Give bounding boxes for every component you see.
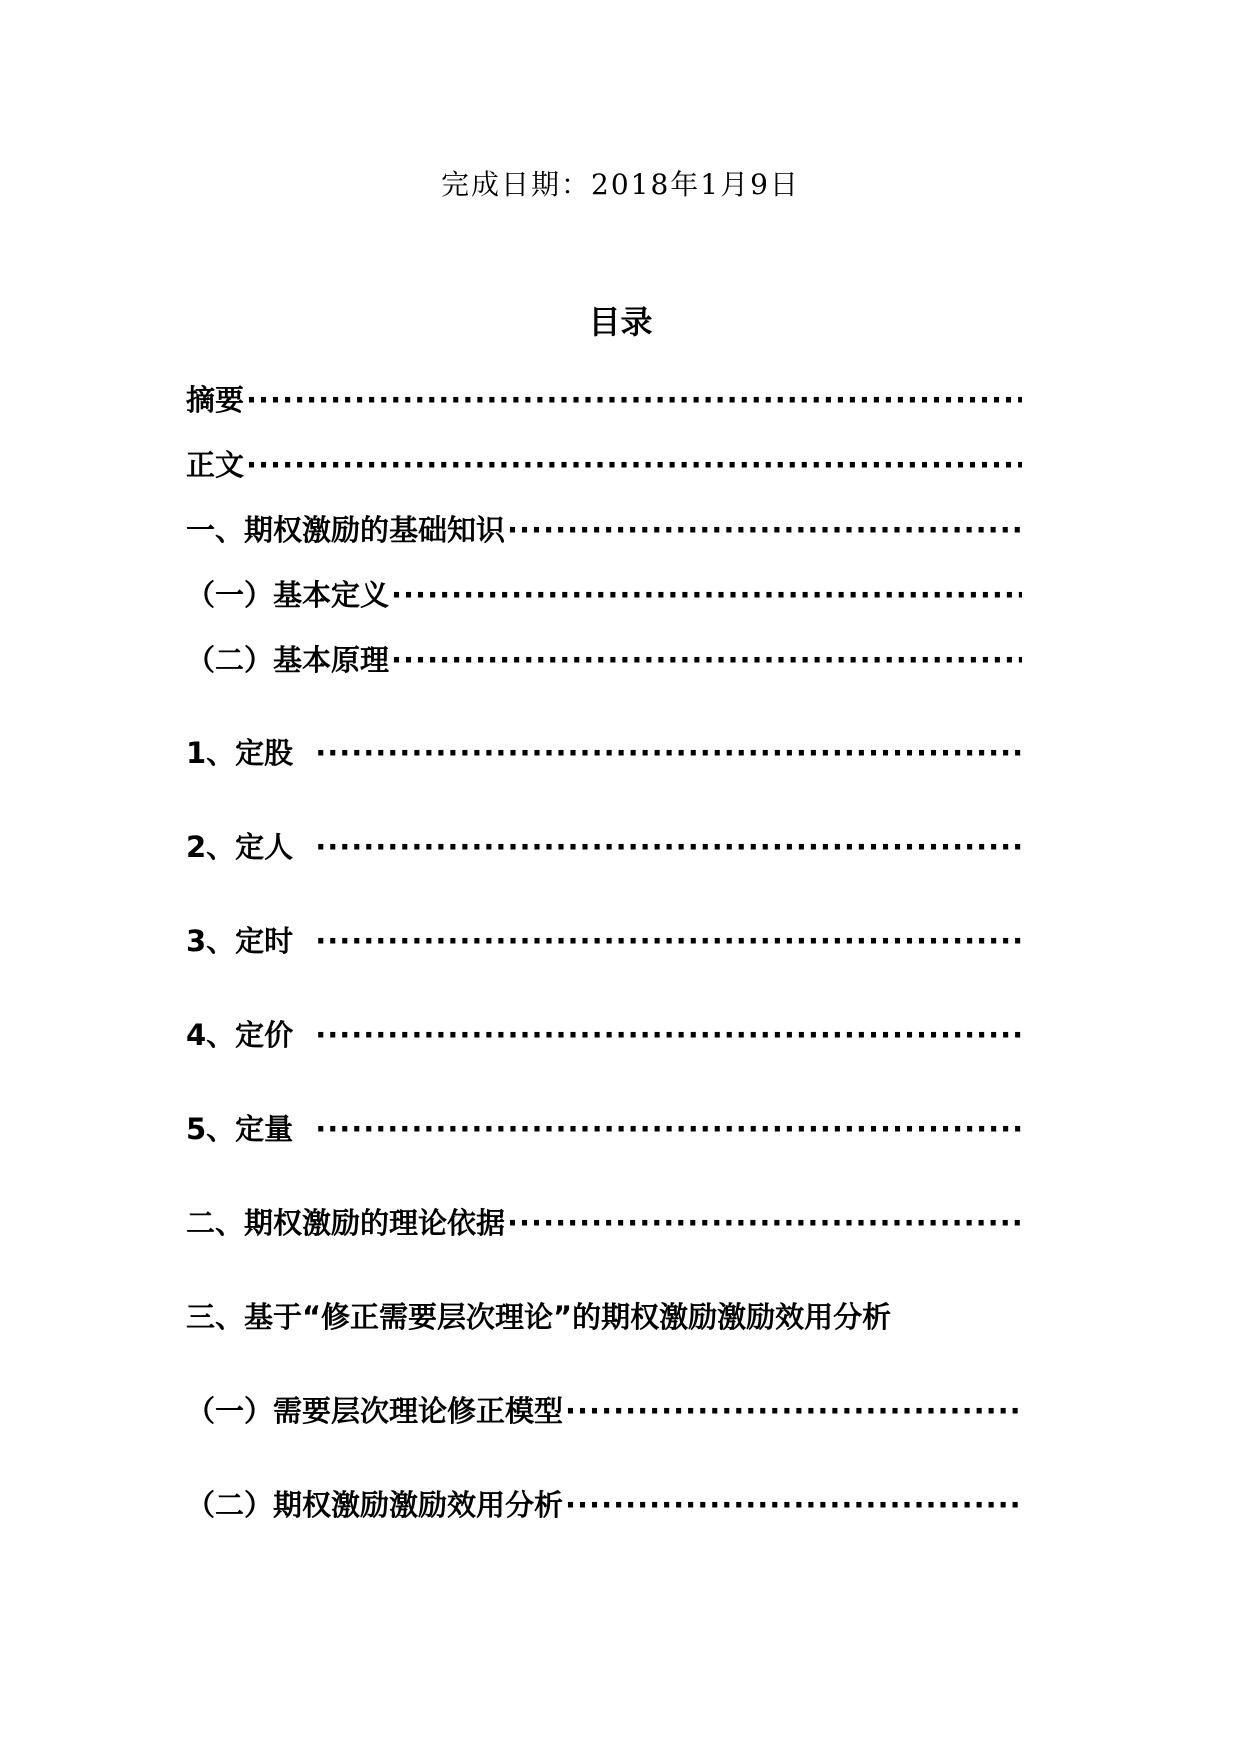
- dot-leader: [315, 830, 1022, 864]
- completion-date: 完成日期：2018年1月9日: [441, 168, 800, 201]
- toc-entry-body[interactable]: [186, 443, 1022, 483]
- toc-entry-label: 三、基于“修正需要层次理论”的期权激励激励效用分析: [186, 1300, 892, 1334]
- toc-entry-section-3[interactable]: [186, 1295, 1022, 1335]
- toc-entry-label: 3、定时: [186, 924, 294, 958]
- toc-entry-item-3[interactable]: [186, 919, 1022, 959]
- toc-entry-item-2[interactable]: [186, 825, 1022, 865]
- dot-leader: [391, 578, 1022, 612]
- dot-leader: [507, 513, 1022, 547]
- toc-entry-label: 正文: [186, 448, 245, 482]
- toc-entry-item-1[interactable]: [186, 731, 1022, 771]
- toc-entry-abstract[interactable]: [186, 378, 1022, 418]
- toc-entry-item-5[interactable]: [186, 1107, 1022, 1147]
- toc-entry-label: 4、定价: [186, 1018, 294, 1052]
- dot-leader: [565, 1488, 1022, 1522]
- dot-leader: [391, 643, 1022, 677]
- dot-leader: [315, 1112, 1022, 1146]
- toc-entry-label: 2、定人: [186, 830, 294, 864]
- toc-entry-label: 摘要: [186, 383, 245, 417]
- toc-entry-section-2[interactable]: [186, 1201, 1022, 1241]
- toc-entry-section-1-1[interactable]: [186, 573, 1022, 613]
- dot-leader: [315, 736, 1022, 770]
- dot-leader: [246, 383, 1022, 417]
- toc-entry-label: 一、期权激励的基础知识: [186, 513, 506, 547]
- toc-entry-label: 1、定股: [186, 736, 294, 770]
- toc-entry-label: 5、定量: [186, 1112, 294, 1146]
- toc-entry-item-4[interactable]: [186, 1013, 1022, 1053]
- toc-entry-label: （一）基本定义: [186, 578, 390, 612]
- dot-leader: [246, 448, 1022, 482]
- toc-entry-section-3-2[interactable]: [186, 1483, 1022, 1523]
- toc-entry-label: 二、期权激励的理论依据: [186, 1206, 506, 1240]
- toc-entry-section-1[interactable]: [186, 508, 1022, 548]
- toc-title: 目录: [588, 303, 653, 341]
- dot-leader: [565, 1394, 1022, 1428]
- toc-entry-label: （二）期权激励激励效用分析: [186, 1488, 564, 1522]
- toc-entry-section-1-2[interactable]: [186, 638, 1022, 678]
- toc-entry-label: （一）需要层次理论修正模型: [186, 1394, 564, 1428]
- toc-entry-label: （二）基本原理: [186, 643, 390, 677]
- dot-leader: [315, 1018, 1022, 1052]
- toc-entry-section-3-1[interactable]: [186, 1389, 1022, 1429]
- dot-leader: [507, 1206, 1022, 1240]
- dot-leader: [315, 924, 1022, 958]
